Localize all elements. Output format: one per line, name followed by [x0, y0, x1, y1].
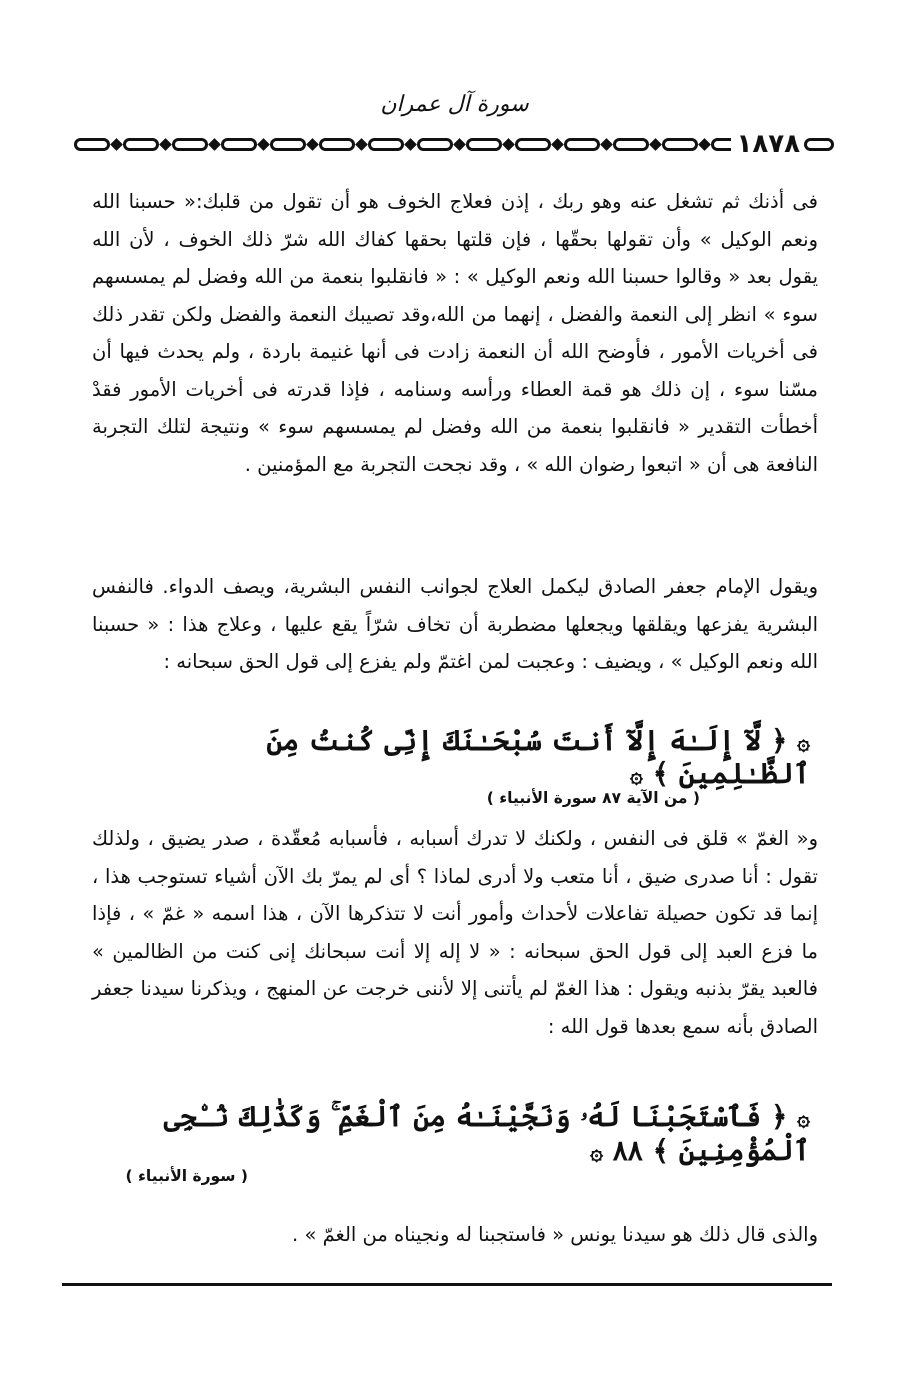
- verse-1-citation: ( من الآية ٨٧ سورة الأنبياء ): [486, 789, 700, 807]
- quran-verse-1: [150, 724, 810, 790]
- ornament-rosette-icon: ۞: [797, 1105, 810, 1132]
- verse-number: ٨٨: [612, 1134, 643, 1167]
- page-number: ١٨٧٨: [736, 129, 800, 159]
- verse-bracket-close: ﴾: [652, 757, 669, 790]
- ornament-rosette-icon: ۞: [629, 762, 643, 789]
- verse-2-citation: ( سورة الأنبياء ): [125, 1167, 248, 1185]
- paragraph-3: و« الغمّ » قلق فى النفس ، ولكنك لا تدرك أسبابه ، فأسبابه مُعقّدة ، صدر يضيق ، ولذلك تقول : أنا صدرى ضيق ، أنا متعب ولا أدرى لماذا ؟ أى لم يمرّ بك الآن أشياء تستوجب هذا ، إنما قد تكون حصيلة تفاعلات لأحداث وأمور أنت لا تتذكرها الآن ، هذا اسمه « غمّ » ، فإذا ما فزع العبد إلى قول الحق سبحانه : « لا إله إلا أنت سبحانك إنى كنت من الظالمين » فالعبد يقرّ بذنبه ويقول : هذا الغمّ لم يأتنى إلا لأننى خرجت عن المنهج ، ويذكرنا سيدنا جعفر الصادق بأنه سمع بعدها قول الله :: [92, 827, 818, 1038]
- ornament-rosette-icon: ۞: [797, 729, 810, 756]
- verse-bracket-open: ﴿: [770, 1100, 788, 1133]
- paragraph-1: فى أذنك ثم تشغل عنه وهو ربك ، إذن فعلاج الخوف هو أن تقول من قلبك:« حسبنا الله ونعم الوكيل » وأن تقولها بحقّها ، فإن قلتها بحقها كفاك الله شرّ ذلك الخوف ، لأن الله يقول بعد « وقالوا حسبنا الله ونعم الوكيل » : « فانقلبوا بنعمة من الله وفضل لم يمسسهم سوء » انظر إلى النعمة والفضل ، إنهما من الله،وقد تصيبك النعمة والفضل ولكن تقدر ذلك فى أخريات الأمور ، فأوضح الله أن النعمة زادت فى أنها غنيمة باردة ، ولم يحدث فيها أن مسّنا سوء ، إن ذلك هو قمة العطاء ورأسه وسنامه ، فإذا قدرته فى أخريات الأمور فقدْ أخطأت التقدير « فانقلبوا بنعمة من الله وفضل لم يمسسهم سوء » ونتيجة لتلك التجربة النافعة هى أن « اتبعوا رضوان الله » ، وقد نجحت التجربة مع المؤمنين .: [92, 190, 818, 476]
- verse-1-text: لَّآ إِلَـٰهَ إِلَّآ أَنتَ سُبْحَـٰنَكَ إِنِّى كُنتُ مِنَ ٱلظَّـٰلِمِينَ: [266, 724, 810, 790]
- chain-ornament: [74, 138, 731, 151]
- quran-verse-2: [150, 1100, 810, 1167]
- page-header-band: [74, 128, 834, 160]
- paragraph-2: ويقول الإمام جعفر الصادق ليكمل العلاج لجوانب النفس البشرية، ويصف الدواء. فالنفس البشرية يفزعها ويقلقها ويجعلها مضطربة أن تخاف شرّاً يقع عليها ، وعلاج هذا : « حسبنا الله ونعم الوكيل » ، ويضيف : وعجبت لمن اغتمّ ولم يفزع إلى قول الحق سبحانه :: [92, 575, 818, 673]
- ornament-rosette-icon: ۞: [590, 1139, 604, 1166]
- bottom-rule: [62, 1283, 832, 1286]
- verse-2-text: فَٱسْتَجَبْنَا لَهُۥ وَنَجَّيْنَـٰهُ مِنَ ٱلْغَمِّ ۚ وَكَذَٰلِكَ نُـۨجِى ٱلْمُؤْمِنِينَ: [163, 1100, 810, 1167]
- chain-end-link: [804, 138, 834, 151]
- verse-bracket-close: ﴾: [652, 1134, 669, 1167]
- verse-bracket-open: ﴿: [770, 724, 788, 757]
- paragraph-4: والذى قال ذلك هو سيدنا يونس « فاستجبنا له ونجيناه من الغمّ » .: [292, 1223, 818, 1246]
- surah-title: سورة آل عمران: [380, 92, 529, 117]
